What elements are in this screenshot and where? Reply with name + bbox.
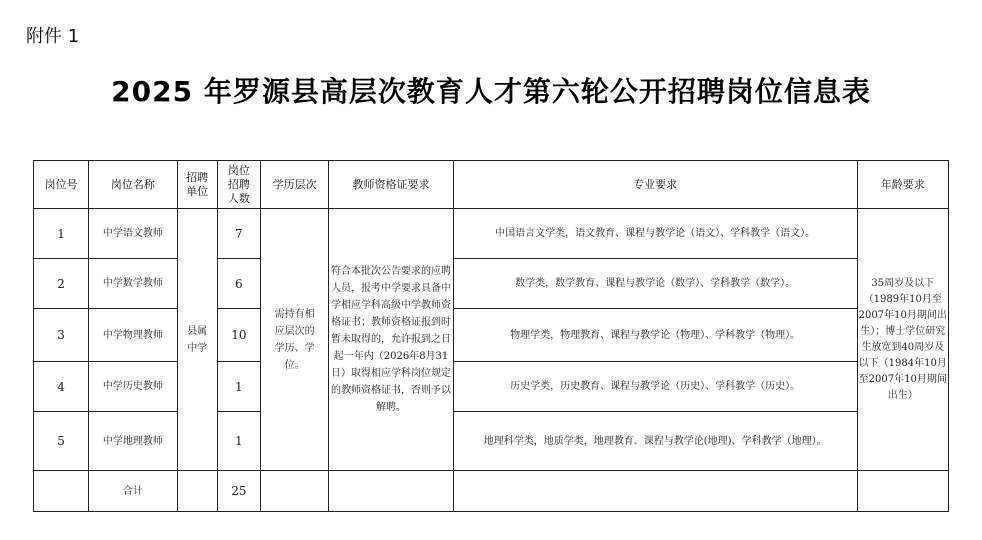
page-title: 2025 年罗源县高层次教育人才第六轮公开招聘岗位信息表 xyxy=(111,75,871,108)
total-row xyxy=(34,471,949,512)
position-name: 中学历史教师 xyxy=(89,362,177,412)
headcount: 1 xyxy=(217,412,260,471)
attachment-label: 附件 1 xyxy=(26,26,80,47)
certificate-requirement: 符合本批次公告要求的应聘人员，报考中学要求具备中学相应学科高级中学教师资格证书；教师资格证报到时暂未取得的，允许报到之日起一年内（2026年8月31日）取得相应学科岗位规定的教师资格证书，否则予以解聘。 xyxy=(329,209,454,471)
major-requirement: 数学类，数学教育、课程与教学论（数学）、学科教学（数学）。 xyxy=(453,259,857,309)
header-row xyxy=(34,161,949,209)
header-headcount: 岗位招聘人数 xyxy=(217,161,260,209)
headcount: 7 xyxy=(217,209,260,259)
position-name: 中学地理教师 xyxy=(89,412,177,471)
empty-cell xyxy=(329,471,454,512)
header-certificate: 教师资格证要求 xyxy=(329,161,454,209)
header-age: 年龄要求 xyxy=(857,161,948,209)
header-major: 专业要求 xyxy=(453,161,857,209)
empty-cell xyxy=(857,471,948,512)
table-row xyxy=(34,259,949,309)
empty-cell xyxy=(177,471,217,512)
headcount: 1 xyxy=(217,362,260,412)
education-requirement: 需持有相应层次的学历、学位。 xyxy=(260,209,328,471)
empty-cell xyxy=(34,471,89,512)
position-name: 中学数学教师 xyxy=(89,259,177,309)
total-count: 25 xyxy=(217,471,260,512)
empty-cell xyxy=(453,471,857,512)
position-id: 5 xyxy=(34,412,89,471)
table-row xyxy=(34,362,949,412)
position-name: 中学物理教师 xyxy=(89,309,177,362)
header-position-id: 岗位号 xyxy=(34,161,89,209)
header-position-name: 岗位名称 xyxy=(89,161,177,209)
recruiting-unit: 县属中学 xyxy=(177,209,217,471)
header-education: 学历层次 xyxy=(260,161,328,209)
major-requirement: 历史学类，历史教育、课程与教学论（历史）、学科教学（历史）。 xyxy=(453,362,857,412)
position-id: 2 xyxy=(34,259,89,309)
table-row xyxy=(34,209,949,259)
age-requirement: 35周岁及以下（1989年10月至2007年10月期间出生）；博士学位研究生放宽到40周岁及以下（1984年10月至2007年10月期间出生） xyxy=(857,209,948,471)
position-id: 3 xyxy=(34,309,89,362)
empty-cell xyxy=(260,471,328,512)
recruitment-table xyxy=(33,160,949,512)
major-requirement: 中国语言文学类，语文教育、课程与教学论（语文）、学科教学（语文）。 xyxy=(453,209,857,259)
header-recruiting-unit: 招聘单位 xyxy=(177,161,217,209)
headcount: 6 xyxy=(217,259,260,309)
table-row xyxy=(34,309,949,362)
position-id: 4 xyxy=(34,362,89,412)
headcount: 10 xyxy=(217,309,260,362)
position-name: 中学语文教师 xyxy=(89,209,177,259)
total-label: 合计 xyxy=(89,471,177,512)
position-id: 1 xyxy=(34,209,89,259)
major-requirement: 物理学类，物理教育、课程与教学论（物理）、学科教学（物理）。 xyxy=(453,309,857,362)
major-requirement: 地理科学类，地质学类，地理教育、课程与教学论(地理)、学科教学（地理）。 xyxy=(453,412,857,471)
table-row xyxy=(34,412,949,471)
